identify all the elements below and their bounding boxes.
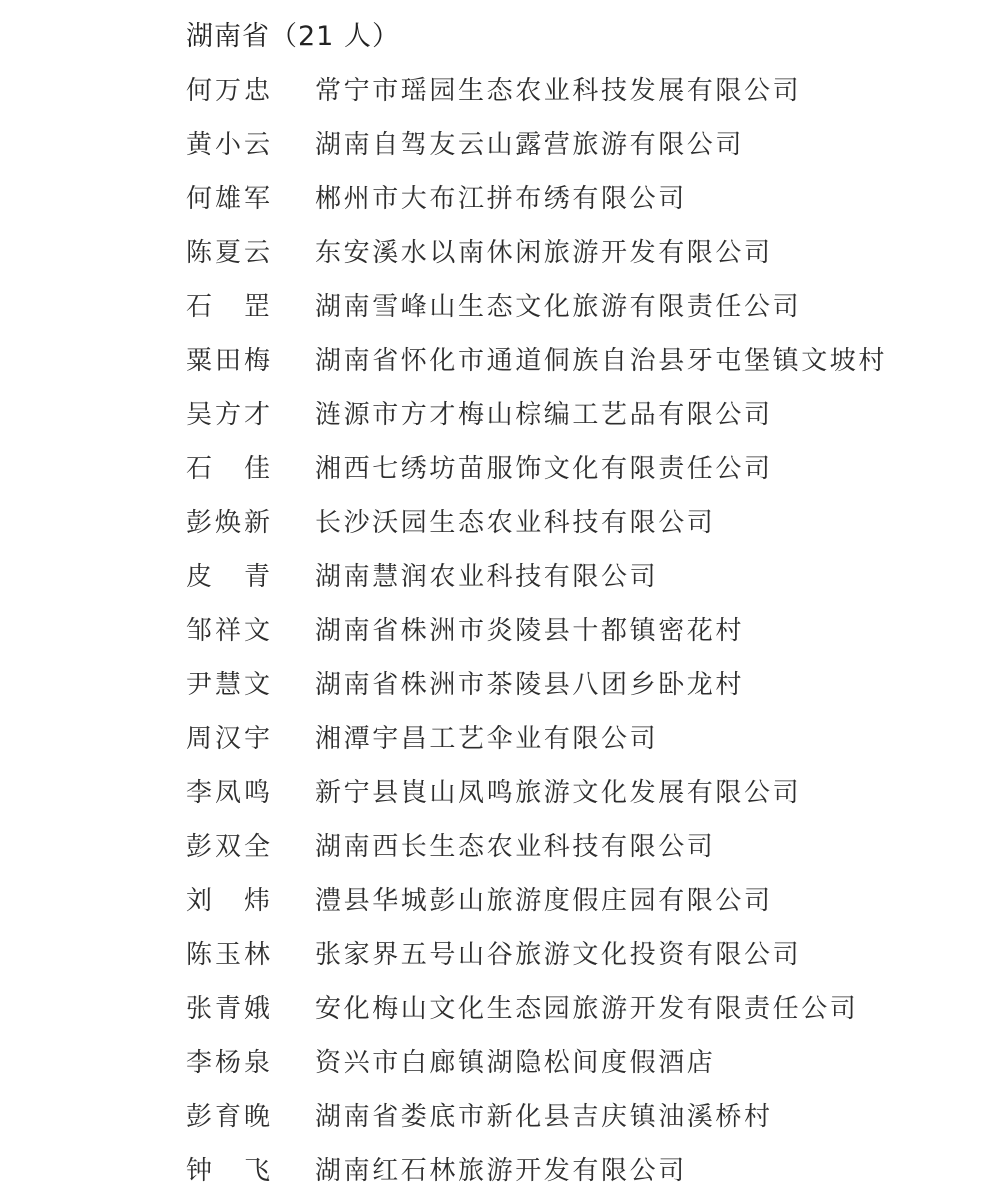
organization-name: 湖南红石林旅游开发有限公司 xyxy=(315,1156,687,1186)
person-name: 彭双全 xyxy=(186,832,270,862)
organization-name: 张家界五号山谷旅游文化投资有限公司 xyxy=(315,940,802,970)
person-name: 陈夏云 xyxy=(186,238,270,268)
organization-name: 长沙沃园生态农业科技有限公司 xyxy=(315,508,716,538)
list-item xyxy=(0,764,989,818)
list-item xyxy=(0,872,989,926)
person-name: 尹慧文 xyxy=(186,670,270,700)
organization-name: 资兴市白廊镇湖隐松间度假酒店 xyxy=(315,1048,716,1078)
section-heading: 湖南省（21 人） xyxy=(186,21,400,52)
person-name: 何雄军 xyxy=(186,184,270,214)
entry-list xyxy=(0,62,989,1196)
organization-name: 湖南省怀化市通道侗族自治县牙屯堡镇文坡村 xyxy=(315,346,888,376)
list-item xyxy=(0,62,989,116)
list-item xyxy=(0,818,989,872)
person-name: 彭育晚 xyxy=(186,1102,270,1132)
organization-name: 涟源市方才梅山棕编工艺品有限公司 xyxy=(315,400,773,430)
organization-name: 湖南省株洲市茶陵县八团乡卧龙村 xyxy=(315,670,745,700)
organization-name: 安化梅山文化生态园旅游开发有限责任公司 xyxy=(315,994,859,1024)
person-name: 粟田梅 xyxy=(186,346,270,376)
organization-name: 湖南慧润农业科技有限公司 xyxy=(315,562,659,592)
person-name: 周汉宇 xyxy=(186,724,270,754)
list-item xyxy=(0,278,989,332)
list-item xyxy=(0,332,989,386)
organization-name: 湘潭宇昌工艺伞业有限公司 xyxy=(315,724,659,754)
person-name: 陈玉林 xyxy=(186,940,270,970)
organization-name: 湘西七绣坊苗服饰文化有限责任公司 xyxy=(315,454,773,484)
person-name: 刘 炜 xyxy=(186,886,270,916)
organization-name: 湖南省株洲市炎陵县十都镇密花村 xyxy=(315,616,745,646)
organization-name: 东安溪水以南休闲旅游开发有限公司 xyxy=(315,238,773,268)
organization-name: 湖南雪峰山生态文化旅游有限责任公司 xyxy=(315,292,802,322)
list-item xyxy=(0,440,989,494)
list-item xyxy=(0,710,989,764)
person-name: 吴方才 xyxy=(186,400,270,430)
person-name: 彭焕新 xyxy=(186,508,270,538)
organization-name: 湖南西长生态农业科技有限公司 xyxy=(315,832,716,862)
person-name: 何万忠 xyxy=(186,76,270,106)
person-name: 张青娥 xyxy=(186,994,270,1024)
list-item xyxy=(0,116,989,170)
list-item xyxy=(0,1088,989,1142)
person-name: 李凤鸣 xyxy=(186,778,270,808)
organization-name: 湖南省娄底市新化县吉庆镇油溪桥村 xyxy=(315,1102,773,1132)
list-item xyxy=(0,980,989,1034)
person-name: 石 佳 xyxy=(186,454,270,484)
person-name: 皮 青 xyxy=(186,562,270,592)
list-item xyxy=(0,1034,989,1088)
list-item xyxy=(0,602,989,656)
list-item xyxy=(0,1142,989,1196)
list-item xyxy=(0,386,989,440)
list-item xyxy=(0,926,989,980)
organization-name: 湖南自驾友云山露营旅游有限公司 xyxy=(315,130,745,160)
list-item xyxy=(0,548,989,602)
person-name: 黄小云 xyxy=(186,130,270,160)
organization-name: 郴州市大布江拼布绣有限公司 xyxy=(315,184,687,214)
person-name: 钟 飞 xyxy=(186,1156,270,1186)
person-name: 李杨泉 xyxy=(186,1048,270,1078)
list-item xyxy=(0,170,989,224)
organization-name: 新宁县崀山凤鸣旅游文化发展有限公司 xyxy=(315,778,802,808)
person-name: 石 罡 xyxy=(186,292,270,322)
list-item xyxy=(0,656,989,710)
list-item xyxy=(0,224,989,278)
list-item xyxy=(0,494,989,548)
organization-name: 澧县华城彭山旅游度假庄园有限公司 xyxy=(315,886,773,916)
organization-name: 常宁市瑶园生态农业科技发展有限公司 xyxy=(315,76,802,106)
person-name: 邹祥文 xyxy=(186,616,270,646)
